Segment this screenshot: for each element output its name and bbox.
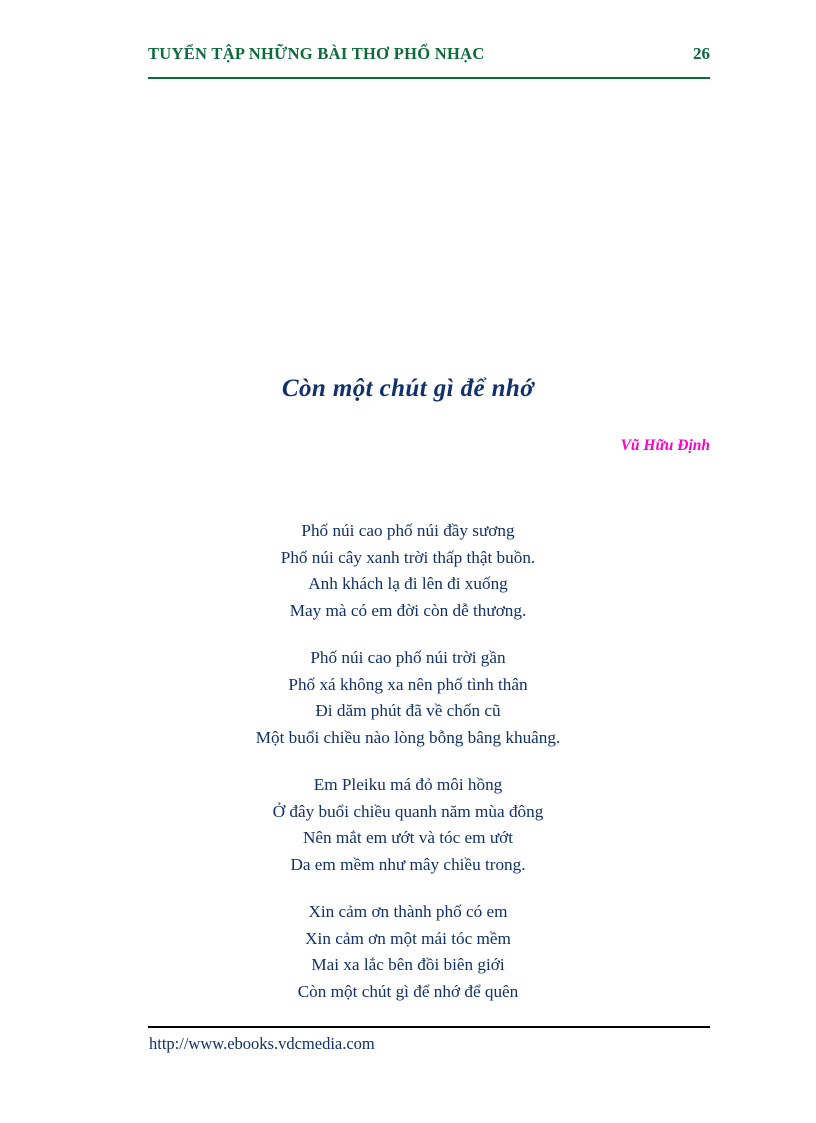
poem-line: Nên mắt em ướt và tóc em ướt <box>302 828 514 847</box>
poem-stanza <box>0 899 816 1005</box>
poem-line: Anh khách lạ đi lên đi xuống <box>308 574 508 593</box>
poem-line: Phố núi cây xanh trời thấp thật buồn. <box>280 547 536 567</box>
poem-line: Xin cảm ơn thành phố có em <box>308 902 508 921</box>
poem-line: Xin cảm ơn một mái tóc mềm <box>305 928 511 948</box>
header-page-number: 26 <box>693 44 710 63</box>
poem-line: Mai xa lắc bên đồi biên giới <box>311 955 505 974</box>
poem-stanza <box>0 645 816 751</box>
poem-line: Còn một chút gì để nhớ để quên <box>297 981 519 1001</box>
poem-line: Em Pleiku má đỏ môi hồng <box>313 775 503 794</box>
poem-author: Vũ Hữu Định <box>620 437 710 454</box>
header-divider <box>148 77 710 79</box>
footer-divider <box>148 1026 710 1028</box>
poem-line: Đi dăm phút đã về chốn cũ <box>315 701 501 720</box>
poem-line: Phố núi cao phố núi đầy sương <box>301 521 515 540</box>
poem-line: Phố núi cao phố núi trời gần <box>310 648 506 667</box>
footer-url[interactable]: http://www.ebooks.vdcmedia.com <box>149 1034 375 1053</box>
poem-stanza <box>0 518 816 624</box>
poem-title: Còn một chút gì để nhớ <box>281 375 535 402</box>
header-title: TUYỂN TẬP NHỮNG BÀI THƠ PHỔ NHẠC <box>148 44 485 63</box>
page-header <box>148 44 710 64</box>
poem-line: May mà có em đời còn dễ thương. <box>289 600 527 620</box>
poem-line: Da em mềm như mây chiều trong. <box>290 854 526 874</box>
poem-line: Một buổi chiều nào lòng bỗng bâng khuâng. <box>255 727 561 747</box>
poem-stanza <box>0 772 816 878</box>
poem-body <box>0 518 816 1005</box>
poem-line: Ở đây buổi chiều quanh năm mùa đông <box>272 801 544 821</box>
poem-line: Phố xá không xa nên phố tình thân <box>288 674 528 694</box>
